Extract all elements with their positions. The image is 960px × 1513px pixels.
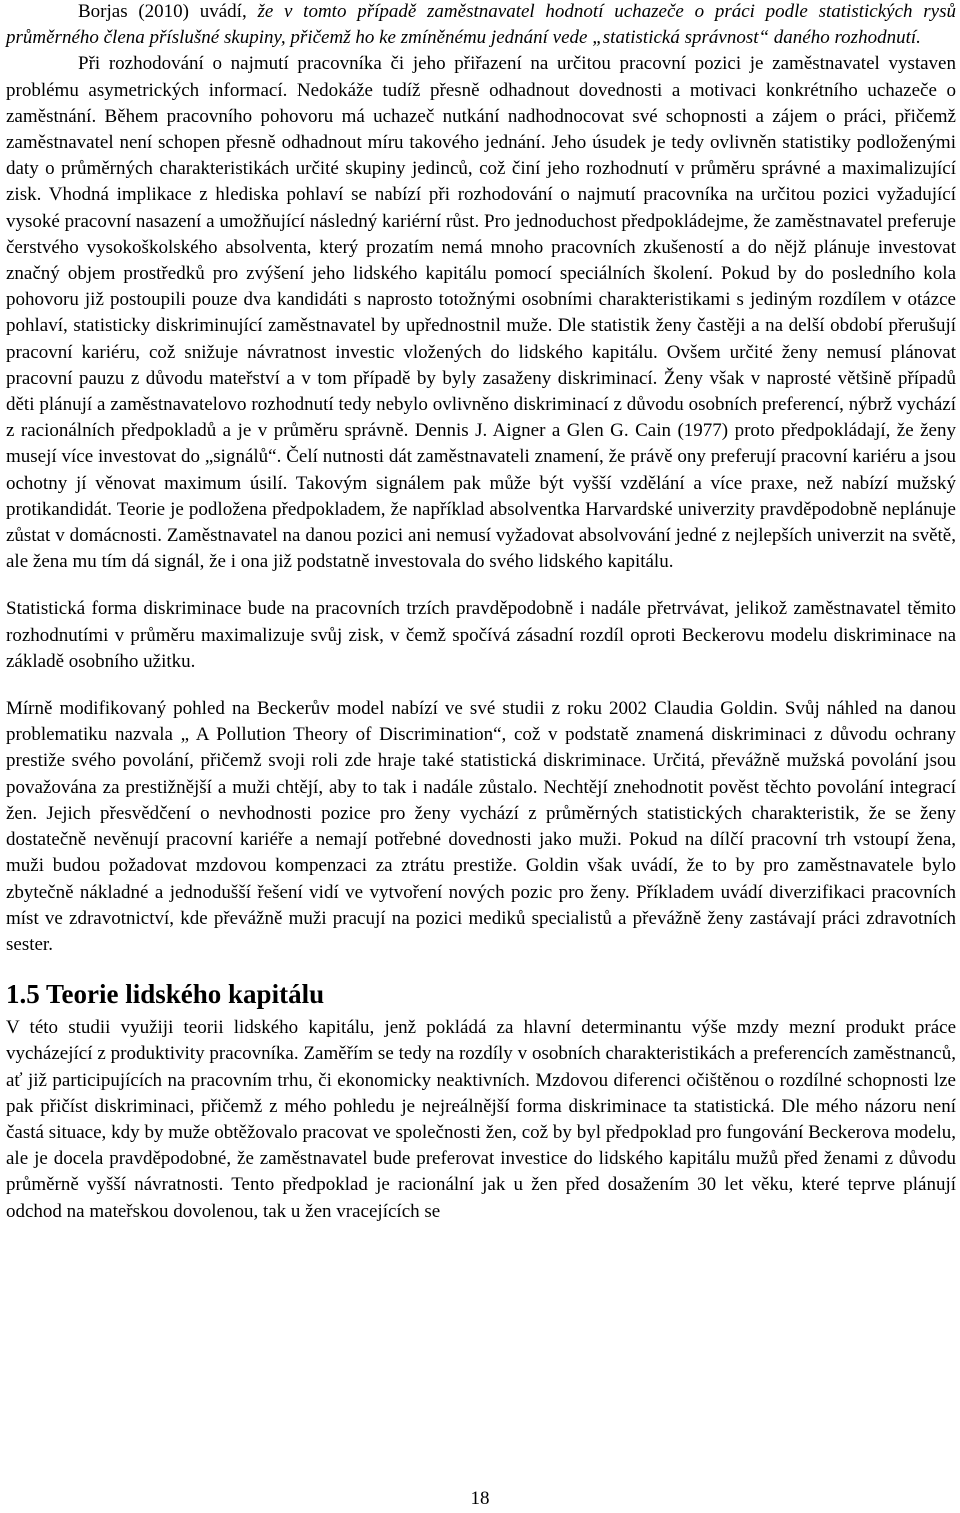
paragraph-lead: Borjas (2010) uvádí,	[78, 1, 258, 22]
paragraph-goldin-pollution-theory: Mírně modifikovaný pohled na Beckerův model nabízí ve své studii z roku 2002 Claudia Goldin. Svůj náhled na danou problematiku nazvala „ A Pollution Theory of Discrimination“, což v podstatě znamená diskriminaci z důvodu ochrany prestiže svého povolání, přičemž svoji roli zde hraje také statistická diskriminace. Určitá, převážně mužská povolání jsou považována za prestižnější a muži chtějí, aby to tak i nadále zůstalo. Nechtějí znehodnotit pověst těchto povolání integrací žen. Jejich přesvědčení o nevhodnosti pozice pro ženy vychází z průměrných statistických charakteristik, že se ženy dostatečně nevěnují pracovní kariéře a nemají potřebné dovednosti jako muži. Pokud na dílčí pracovní trh vstoupí žena, muži budou požadovat mzdovou kompenzaci za ztrátu prestiže. Goldin však uvádí, že to by pro zaměstnavatele bylo zbytečně nákladné a jednodušší řešení vidí ve vytvoření nových pozic pro ženy. Příkladem uvádí diverzifikaci pracovních míst ve zdravotnictví, kde převážně muži pracují na pozici mediků specialistů a převážně ženy zastávají práci zdravotních sester.	[6, 698, 956, 955]
paragraph-human-capital: V této studii využiji teorii lidského kapitálu, jenž pokládá za hlavní determinantu výše mzdy mezní produkt práce vycházející z produktivity pracovníka. Zaměřím se tedy na rozdíly v osobních charakteristikách a preferencích zaměstnanců, ať již participujících na pracovním trhu, či ekonomicky neaktivních. Mzdovou diferenci očištěnou o rozdílné schopnosti lze pak přičíst diskriminaci, přičemž z mého pohledu je nejreálnější forma diskriminace ta statistická. Dle mého názoru není častá situace, kdy by muže obtěžovalo pracovat ve společnosti žen, což by byl předpoklad pro fungování Beckerova modelu, ale je docela pravděpodobné, že zaměstnavatel bude preferovat investice do lidského kapitálu mužů před ženami z důvodu průměrně vyšší návratnosti. Tento předpoklad je racionální jak u žen před dosažením 30 let věku, které teprve plánují odchod na mateřskou dovolenou, tak u žen vracejících se	[6, 1017, 956, 1222]
section-heading: 1.5 Teorie lidského kapitálu	[6, 979, 325, 1010]
paragraph-borjas-quote	[6, 0, 956, 51]
document-page	[6, 0, 956, 1225]
paragraph-asymmetric-information: Při rozhodování o najmutí pracovníka či jeho přiřazení na určitou pracovní pozici je zaměstnavatel vystaven problému asymetrických informací. Nedokáže tudíž přesně odhadnout dovednosti a motivaci konkrétního uchazeče o zaměstnání. Během pracovního pohovoru má uchazeč nutkání nadhodnocovat své schopnosti a zájem o práci, přičemž zaměstnavatel není schopen přesně odhadnout míru takového jednání. Jeho úsudek je tedy ovlivněn statistiky podloženými daty o průměrných charakteristikách určité skupiny jedinců, což činí jeho rozhodnutí v průměru správné a maximalizující zisk. Vhodná implikace z hlediska pohlaví se nabízí při rozhodování o najmutí pracovníka na určitou pozici vyžadující vysoké pracovní nasazení a umožňující následný kariérní růst. Pro jednoduchost předpokládejme, že zaměstnavatel preferuje čerstvého vysokoškolského absolventa, který prozatím nemá mnoho pracovních zkušeností a do nějž plánuje investovat značný objem prostředků pro zvýšení jeho lidského kapitálu pomocí speciálních školení. Pokud by do posledního kola pohovoru již postoupili pouze dva kandidáti s naprosto totožnými osobními charakteristikami s jediným rozdílem v otázce pohlaví, statisticky diskriminující zaměstnavatel by upřednostnil muže. Dle statistik ženy častěji a na delší období přerušují pracovní kariéru, což snižuje návratnost investic vložených do lidského kapitálu. Ovšem určité ženy nemusí plánovat pracovní pauzu z důvodu mateřství a v tom případě by byly zasaženy diskriminací. Ženy však v naprosté většině případů děti plánují a zaměstnavatelovo rozhodnutí tedy nebylo ovlivněno diskriminací z důvodu osobních preferencí, nýbrž vychází z racionálních předpokladů a je v průměru správně. Dennis J. Aigner a Glen G. Cain (1977) proto předpokládají, že ženy musejí více investovat do „signálů“. Čelí nutnosti dát zaměstnavateli znamení, že právě ony preferují pracovní kariéru a jsou ochotny jí věnovat maximum úsilí. Takovým signálem pak může být vyšší vzdělání a více praxe, než nabízí mužský protikandidát. Teorie je podložena předpokladem, že například absolventka Harvardské univerzity pravděpodobně neplánuje zůstat v domácnosti. Zaměstnavatel na danou pozici ani nemusí vyžadovat absolvování jedné z nejlepších univerzit na světě, ale žena mu tím dá signál, že i ona již podstatně investovala do svého lidského kapitálu.	[6, 53, 956, 573]
paragraph-statistical-discrimination: Statistická forma diskriminace bude na pracovních trzích pravděpodobně i nadále přetrvávat, jelikož zaměstnavatel těmito rozhodnutími v průměru maximalizuje svůj zisk, v čemž spočívá zásadní rozdíl oproti Beckerovu modelu diskriminace na základě osobního užitku.	[6, 598, 956, 672]
page-number: 18	[470, 1488, 490, 1509]
paragraph-italic-quote: že v tomto případě zaměstnavatel hodnotí uchazeče o práci podle statistických rysů průměrného člena příslušné skupiny, přičemž ho ke zmíněnému jednání vede „statistická správnost“ daného rozhodnutí.	[6, 1, 956, 49]
